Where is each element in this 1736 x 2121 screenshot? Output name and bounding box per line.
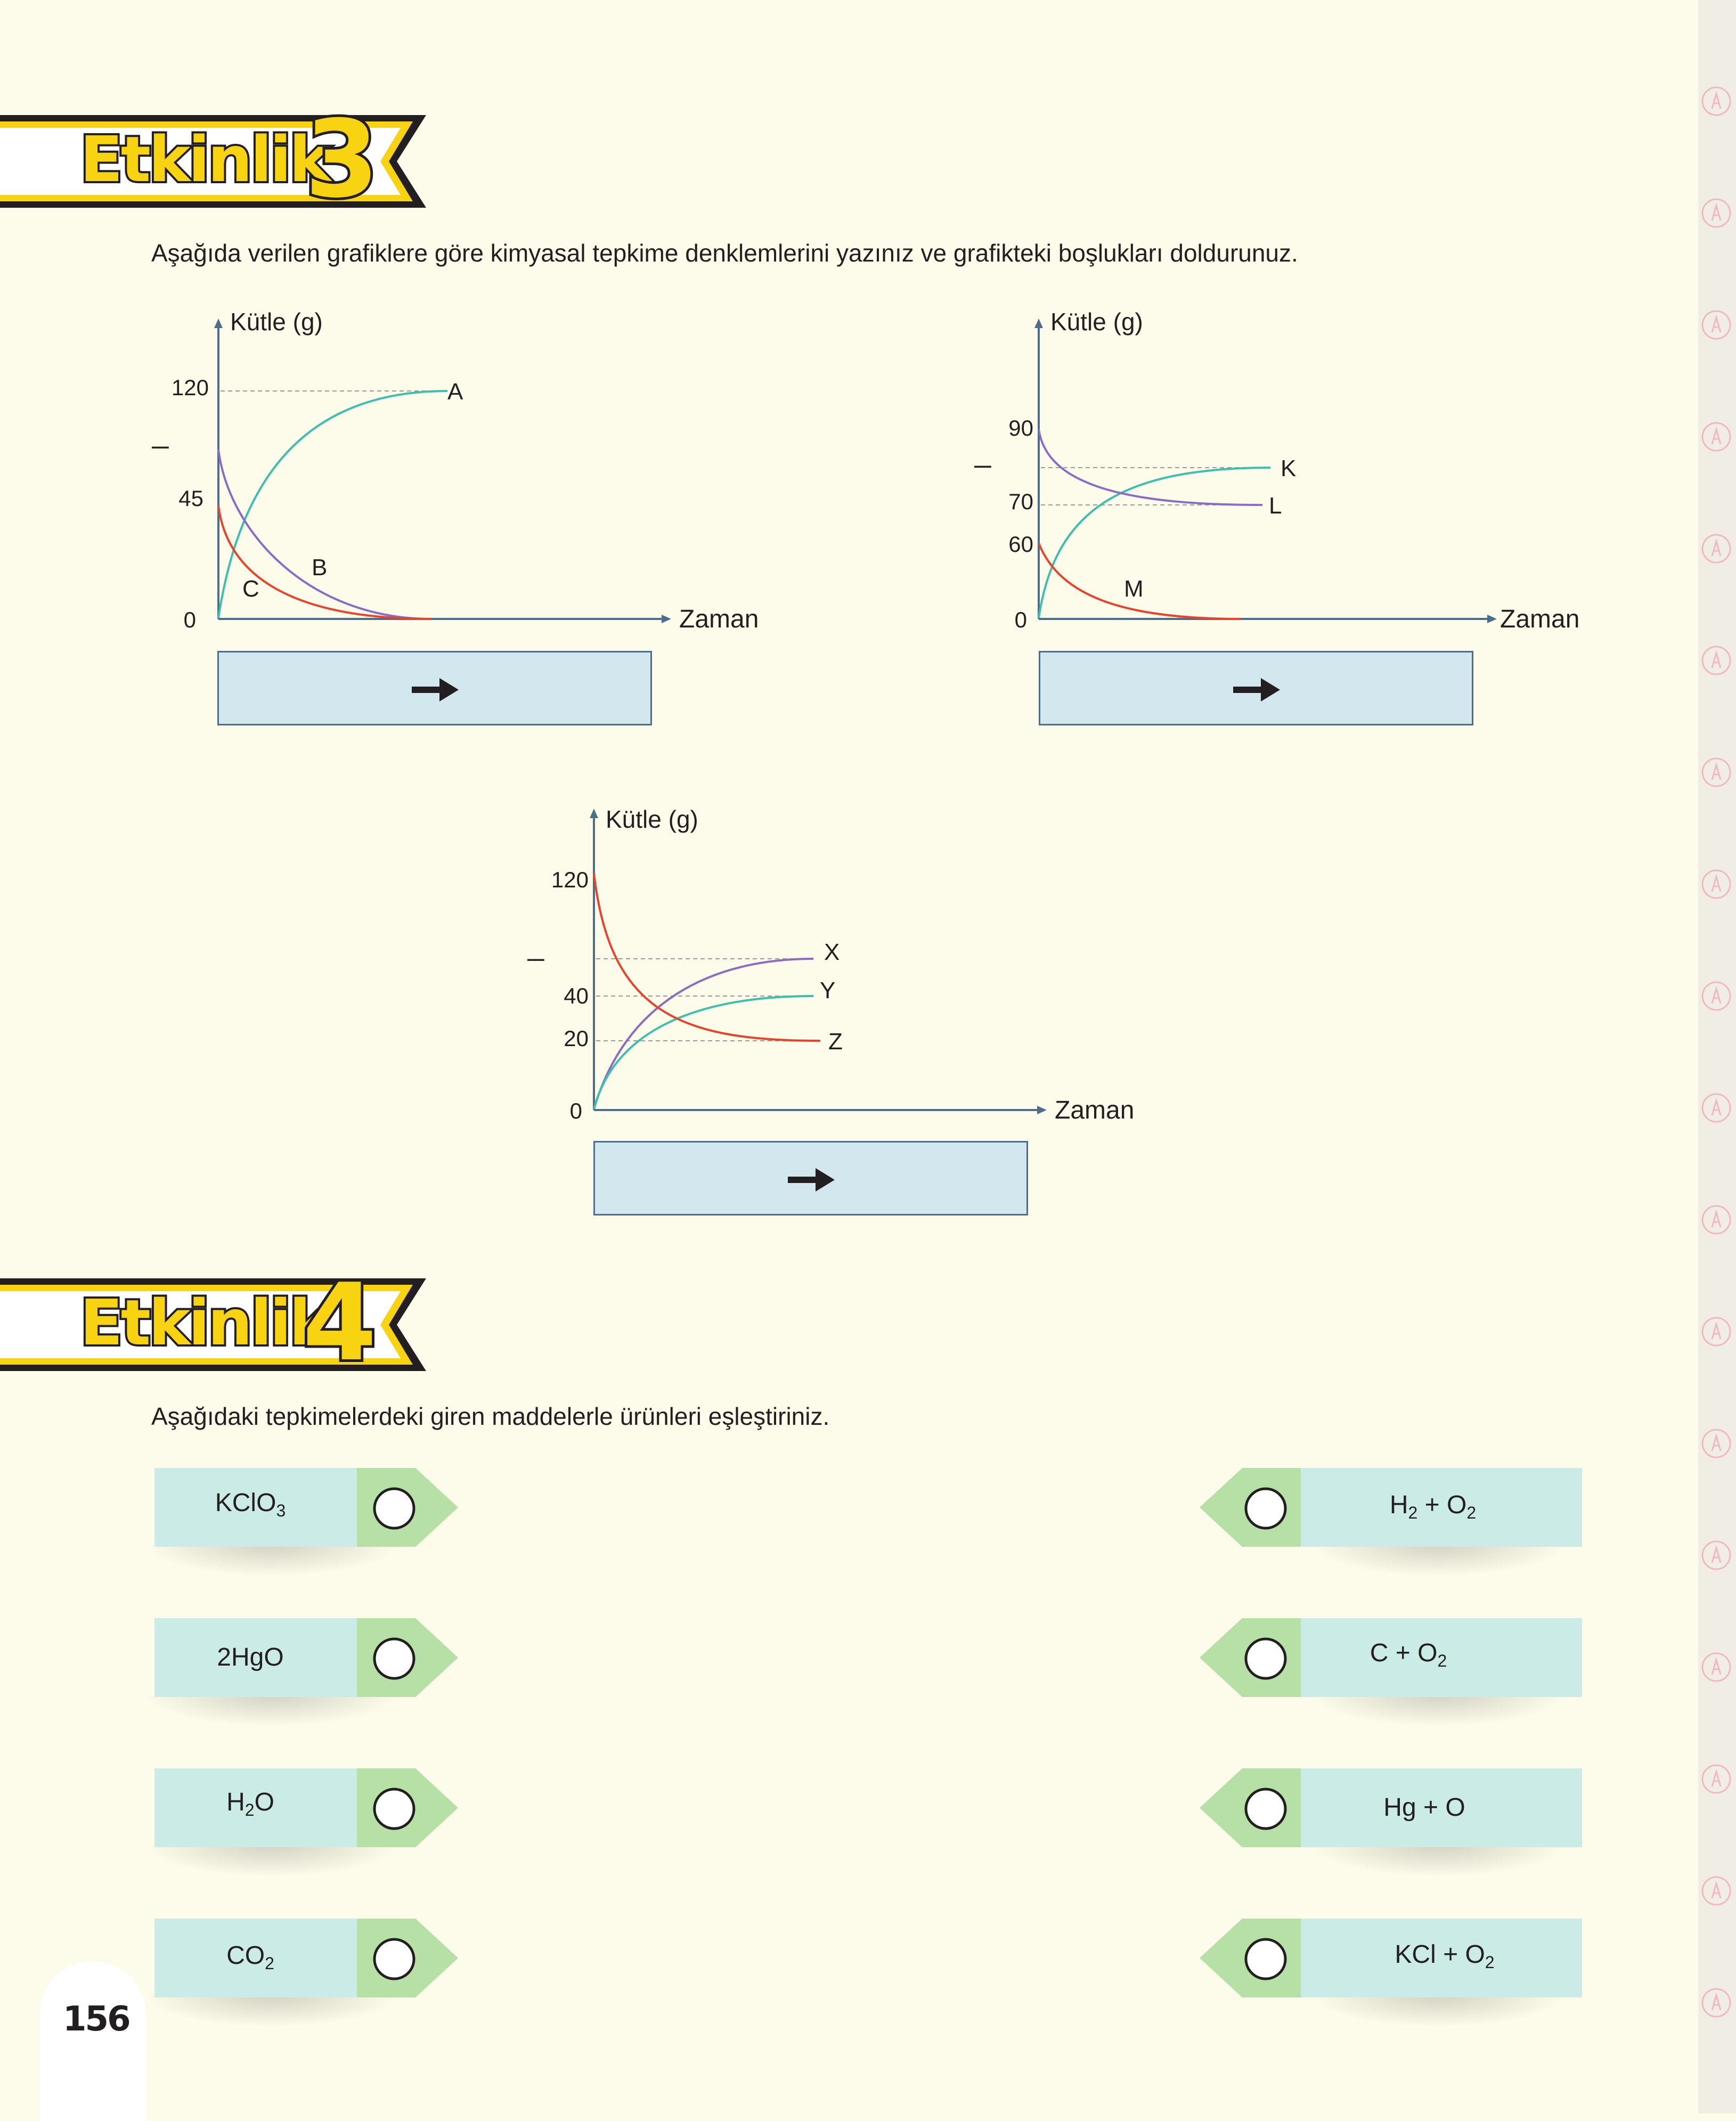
activity4-number: 4	[303, 1261, 377, 1385]
graph-1-xlabel: Zaman	[679, 605, 759, 633]
reactant-label: KClO$_3$	[215, 1489, 286, 1520]
graph-3-label-Y: Y	[820, 977, 836, 1004]
margin-logo-icon	[1700, 1204, 1732, 1236]
margin-logo-icon	[1700, 309, 1732, 341]
match-circle-icon[interactable]	[372, 1786, 417, 1831]
match-circle-icon[interactable]	[372, 1937, 417, 1981]
margin-logo-icon	[1700, 85, 1732, 117]
margin-logo-icon	[1700, 1427, 1732, 1459]
graph-2-xlabel: Zaman	[1500, 605, 1580, 633]
graph-3-label-X: X	[824, 939, 840, 965]
graph-2-line-K	[1039, 468, 1270, 618]
margin-logo-icon	[1700, 1651, 1732, 1683]
graph-3-axes	[590, 809, 1047, 1114]
graph-3-tick-20: 20	[564, 1026, 589, 1051]
graph-2-tick-70: 70	[1008, 489, 1033, 514]
graph-1-label-C: C	[242, 576, 259, 602]
margin-logo-icon	[1700, 1316, 1732, 1348]
pill-shadow	[1310, 1545, 1566, 1577]
right-arrow-icon	[1233, 677, 1281, 703]
graph-3-tick-120: 120	[551, 867, 589, 892]
match-circle-icon[interactable]	[372, 1636, 417, 1681]
margin-logo-icon	[1700, 421, 1732, 453]
graph-1-blank-tick: ...........	[150, 433, 167, 452]
activity3-number: 3	[305, 97, 379, 222]
pill-shadow	[1310, 1695, 1566, 1727]
margin-logo-icon	[1700, 1987, 1732, 2019]
margin-logo-icon	[1700, 1539, 1732, 1571]
margin-logo-icon	[1700, 1763, 1732, 1795]
graph-2-tick-0: 0	[1014, 607, 1027, 632]
graph-3-blank-tick: ...........	[526, 945, 543, 965]
margin-logo-icon	[1700, 197, 1732, 229]
graph-3-answer-box[interactable]	[593, 1141, 1028, 1216]
graph-2	[953, 309, 1625, 639]
pill-shadow	[1310, 1845, 1566, 1877]
right-arrow-icon	[788, 1167, 836, 1193]
graph-1-axes	[214, 319, 671, 623]
margin-logo-icon	[1700, 756, 1732, 788]
graph-2-blank-tick: ...........	[973, 452, 990, 471]
match-circle-icon[interactable]	[1243, 1636, 1288, 1681]
margin-logo-icon	[1700, 533, 1732, 565]
match-circle-icon[interactable]	[1243, 1786, 1288, 1831]
reactant-label: 2HgO	[217, 1643, 284, 1671]
graph-3	[509, 799, 1180, 1129]
margin-logo-icon	[1700, 980, 1732, 1012]
margin-logo-icon	[1700, 1092, 1732, 1124]
graph-3-tick-40: 40	[564, 983, 589, 1008]
pill-shadow	[144, 1695, 400, 1727]
activity4-title: Etkinlik	[80, 1286, 329, 1359]
graph-3-line-Y	[594, 996, 813, 1109]
graph-2-label-M: M	[1124, 576, 1144, 602]
graph-1-tick-0: 0	[183, 607, 196, 632]
graph-3-label-Z: Z	[828, 1029, 843, 1055]
page-number: 156	[63, 2000, 129, 2039]
product-label: $C + O_2$	[1370, 1639, 1447, 1670]
graph-2-label-L: L	[1269, 493, 1282, 519]
reactant-label: $H_2O$	[226, 1788, 274, 1820]
match-circle-icon[interactable]	[372, 1486, 417, 1531]
graph-1-label-B: B	[312, 554, 328, 581]
graph-3-line-Z	[594, 874, 820, 1041]
page-number-tab	[39, 1961, 146, 2121]
product-label: Hg + O	[1383, 1793, 1465, 1822]
graph-3-tick-0: 0	[569, 1098, 582, 1123]
right-arrow-icon	[412, 677, 460, 703]
activity3-title: Etkinlik	[80, 123, 329, 196]
pill-shadow	[1310, 1995, 1566, 2027]
reactant-label: $CO_2$	[226, 1941, 274, 1973]
graph-1-tick-45: 45	[178, 486, 203, 511]
activity4-instruction: Aşağıdaki tepkimelerdeki giren maddelerle ürünleri eşleştiriniz.	[151, 1402, 830, 1430]
graph-1-ylabel: Kütle (g)	[230, 308, 323, 336]
product-label: $H_2 + O_2$	[1389, 1491, 1477, 1522]
match-circle-icon[interactable]	[1243, 1486, 1288, 1531]
graph-2-tick-60: 60	[1008, 532, 1033, 557]
pill-shadow	[144, 1545, 400, 1577]
graph-3-line-X	[594, 959, 813, 1109]
graph-1-label-A: A	[447, 379, 463, 405]
pill-shadow	[144, 1845, 400, 1877]
graph-1	[133, 309, 772, 639]
graph-2-axes	[1034, 319, 1497, 623]
margin-logo-icon	[1700, 645, 1732, 676]
graph-2-answer-box[interactable]	[1039, 651, 1473, 725]
margin-logo-icon	[1700, 868, 1732, 900]
margin-logo-icon	[1700, 1875, 1732, 1907]
graph-3-xlabel: Zaman	[1055, 1096, 1135, 1124]
graph-1-answer-box[interactable]	[217, 651, 652, 725]
graph-1-tick-120: 120	[171, 375, 209, 400]
graph-2-label-K: K	[1281, 455, 1297, 482]
graph-3-ylabel: Kütle (g)	[606, 805, 698, 833]
graph-2-ylabel: Kütle (g)	[1050, 308, 1143, 336]
activity3-instruction: Aşağıda verilen grafiklere göre kimyasal tepkime denklemlerini yazınız ve grafikteki boşlukları doldurunuz.	[151, 239, 1298, 267]
product-label: KCl + $O_2$	[1395, 1940, 1495, 1972]
graph-2-tick-90: 90	[1008, 415, 1033, 440]
match-circle-icon[interactable]	[1243, 1937, 1288, 1981]
pill-shadow	[144, 1995, 400, 2027]
